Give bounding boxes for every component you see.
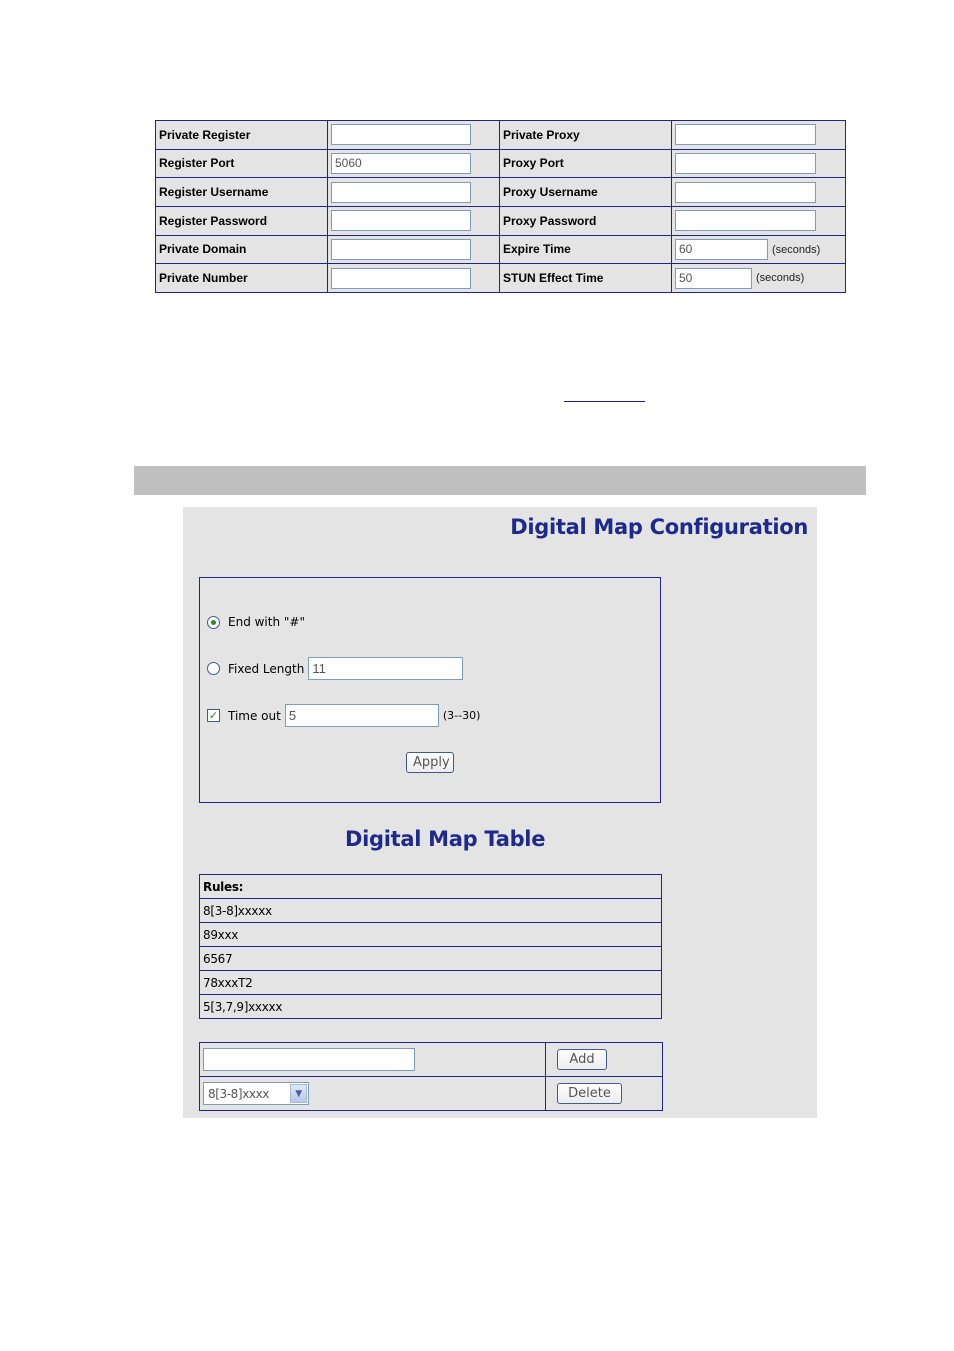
- radio-selected-dot-icon: [211, 620, 216, 625]
- register-username-input[interactable]: [331, 182, 471, 203]
- stun-effect-time-unit: (seconds): [756, 272, 805, 285]
- new-rule-input[interactable]: [203, 1048, 415, 1071]
- timeout-checkbox[interactable]: [207, 709, 220, 722]
- section-title-bar: [134, 466, 866, 495]
- table-row: [156, 178, 846, 207]
- rule-cell: 78xxxT2: [200, 971, 662, 995]
- table-row: [200, 899, 662, 923]
- expire-time-unit: (seconds): [772, 243, 821, 256]
- end-with-label: End with "#": [228, 615, 305, 629]
- timeout-input[interactable]: [285, 704, 439, 727]
- link-underline[interactable]: [564, 401, 645, 402]
- table-row: [200, 1077, 663, 1111]
- table-row: [156, 264, 846, 293]
- checkmark-icon: ✓: [208, 709, 219, 722]
- register-username-label: Register Username: [156, 178, 328, 207]
- private-number-label: Private Number: [156, 264, 328, 293]
- table-row: [156, 149, 846, 178]
- private-domain-label: Private Domain: [156, 235, 328, 264]
- table-row: [156, 206, 846, 235]
- proxy-port-input[interactable]: [675, 153, 816, 174]
- table-row: [200, 995, 662, 1019]
- rule-cell: 8[3-8]xxxxx: [200, 899, 662, 923]
- register-password-input[interactable]: [331, 210, 471, 231]
- register-port-input[interactable]: [331, 153, 471, 174]
- fixed-length-radio[interactable]: [207, 662, 220, 675]
- timeout-range-hint: (3--30): [442, 709, 481, 722]
- proxy-password-label: Proxy Password: [500, 206, 672, 235]
- digital-map-table-title: Digital Map Table: [345, 827, 546, 851]
- proxy-username-input[interactable]: [675, 182, 816, 203]
- private-number-input[interactable]: [331, 268, 471, 289]
- proxy-password-input[interactable]: [675, 210, 816, 231]
- sip-settings-table: [155, 120, 846, 293]
- rules-table: [199, 874, 662, 1019]
- register-password-label: Register Password: [156, 206, 328, 235]
- private-register-input[interactable]: [331, 124, 471, 145]
- table-row: [200, 923, 662, 947]
- timeout-label: Time out: [228, 708, 281, 723]
- fixed-length-input[interactable]: [308, 657, 463, 680]
- page-title: Digital Map Configuration: [510, 515, 808, 539]
- proxy-username-label: Proxy Username: [500, 178, 672, 207]
- chevron-down-icon[interactable]: ▼: [290, 1084, 307, 1103]
- private-proxy-label: Private Proxy: [500, 121, 672, 150]
- end-with-radio[interactable]: [207, 616, 220, 629]
- table-row: [200, 1043, 663, 1077]
- table-row: [156, 235, 846, 264]
- rule-select[interactable]: [203, 1082, 309, 1105]
- rule-edit-table: [199, 1042, 663, 1111]
- delete-button[interactable]: Delete: [557, 1083, 622, 1104]
- digital-map-panel: [183, 507, 817, 1118]
- private-register-label: Private Register: [156, 121, 328, 150]
- timeout-option[interactable]: [207, 704, 480, 727]
- stun-effect-time-input[interactable]: [675, 268, 752, 289]
- register-port-label: Register Port: [156, 149, 328, 178]
- rule-cell: 6567: [200, 947, 662, 971]
- fixed-length-label: Fixed Length: [228, 661, 305, 676]
- table-row: [200, 971, 662, 995]
- rule-cell: 5[3,7,9]xxxxx: [200, 995, 662, 1019]
- add-button[interactable]: Add: [557, 1049, 607, 1070]
- table-row: [156, 121, 846, 150]
- stun-effect-time-label: STUN Effect Time: [500, 264, 672, 293]
- rules-header: Rules:: [200, 875, 662, 899]
- rule-cell: 89xxx: [200, 923, 662, 947]
- private-proxy-input[interactable]: [675, 124, 816, 145]
- end-with-option[interactable]: [207, 615, 309, 629]
- private-domain-input[interactable]: [331, 239, 471, 260]
- fixed-length-option[interactable]: [207, 657, 463, 680]
- expire-time-input[interactable]: [675, 239, 768, 260]
- apply-button[interactable]: Apply: [406, 752, 454, 773]
- table-row: [200, 947, 662, 971]
- expire-time-label: Expire Time: [500, 235, 672, 264]
- proxy-port-label: Proxy Port: [500, 149, 672, 178]
- table-row: [200, 875, 662, 899]
- digital-map-config-box: [199, 577, 661, 803]
- rule-select-value: 8[3-8]xxxx: [208, 1086, 270, 1101]
